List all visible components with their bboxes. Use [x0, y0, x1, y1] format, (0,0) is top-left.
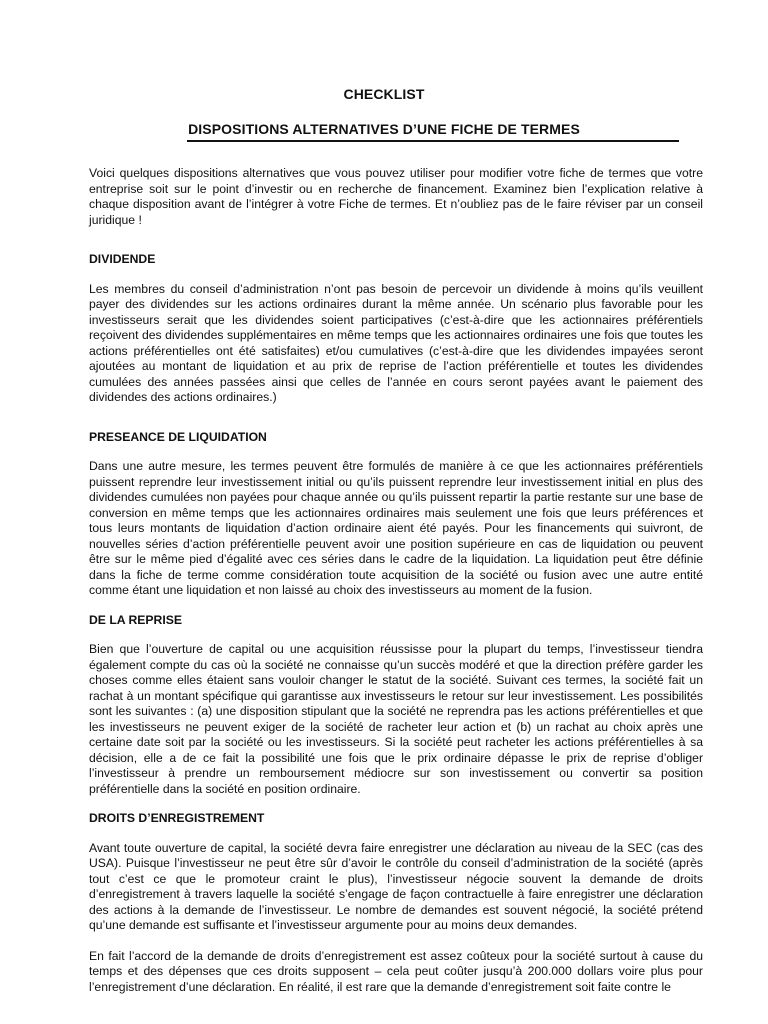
intro-paragraph: Voici quelques dispositions alternatives que vous pouvez utiliser pour modifier votre fiche de termes que votre entreprise soit sur le point d’investir ou en recherche de financement. Examinez bien l’explication relative à chaque disposition avant de l’intégrer à votre Fiche de termes. Et n’oubliez pas de le faire réviser par un conseil juridique ! — [89, 166, 703, 227]
document-body — [89, 166, 703, 995]
section-heading-preseance: PRESEANCE DE LIQUIDATION — [89, 429, 267, 444]
section-heading-dividende: DIVIDENDE — [89, 252, 156, 266]
section-paragraph-preseance: Dans une autre mesure, les termes peuvent être formulés de manière à ce que les actionnaires préférentiels puissent reprendre leur investissement initial ou qu’ils puissent reprendre leur investissement initial en plus des dividendes cumulées non payées pour chaque année ou qu’ils puissent repartir la partie restante sur une base de conversion en même temps que les actionnaires ordinaires mais seulement une fois que leurs préférences et tous leurs montants de liquidation d’action ordinaire aient été payés. Pour les financements qui suivront, de nouvelles séries d’action préférentielle peuvent avoir une position supérieure en cas de liquidation ou peuvent être sur le même pied d’égalité avec ces séries dans le cadre de la liquidation. La liquidation peut être définie dans la fiche de terme comme considération toute acquisition de la société ou fusion avec une autre entité comme étant une liquidation et non laissé au choix des investisseurs au moment de la fusion. — [89, 459, 703, 597]
section-heading-reprise: DE LA REPRISE — [89, 612, 183, 627]
section-paragraph-droits-1: Avant toute ouverture de capital, la société devra faire enregistrer une déclaration au niveau de la SEC (cas des USA). Puisque l’investisseur ne peut être sûr d’avoir le contrôle du conseil d’administration de la société (après tout c’est ce que le promoteur craint le plus), l’investisseur négocie souvent la demande de droits d’enregistrement à travers laquelle la société s’engage de façon contractuelle à faire enregistrer une déclaration des actions à la demande de l’investisseur. Le nombre de demandes est souvent négocié, la société prétend qu’une demande est suffisante et l’investisseur argumente pour au moins deux demandes. — [89, 840, 703, 932]
document-subtitle: DISPOSITIONS ALTERNATIVES D’UNE FICHE DE TERMES — [188, 121, 580, 137]
section-paragraph-reprise: Bien que l’ouverture de capital ou une acquisition réussisse pour la plupart du temps, l’investisseur tiendra également compte du cas où la société ne connaisse qu’un succès modéré et que la direction préfère garder les choses comme elles étaient sans vouloir changer le statut de la société. Suivant ces termes, la société fait un rachat à un montant spécifique qui garantisse aux investisseurs le retour sur leur investissement. Les possibilités sont les suivantes : (a) une disposition stipulant que la société ne reprendra pas les actions préférentielles et que les investisseurs ne peuvent exiger de la société de racheter leur action et (b) un rachat au choix après une certaine date soit par la société ou les investisseurs. Si la société peut racheter les actions préférentielles à sa décision, elle a de ce fait la possibilité une fois que le prix ordinaire dépasse le prix de reprise d’obliger l’investisseur à prendre un remboursement médiocre sur son investissement ou convertir sa position préférentielle dans la société en position ordinaire. — [89, 642, 703, 796]
section-paragraph-dividende: Les membres du conseil d’administration n’ont pas besoin de percevoir un dividende à moins qu’ils veuillent payer des dividendes sur les actions ordinaires durant la même année. Un scénario plus favorable pour les investisseurs serait que les dividendes soient participatives (c’est-à-dire que les actionnaires préférentiels reçoivent des dividendes supplémentaires en même temps que les actionnaires ordinaires une fois que toutes les actions préférentielles ont été satisfaites) et/ou cumulatives (c’est-à-dire que les dividendes impayées seront ajoutées au montant de liquidation et au prix de reprise de l’action préférentielle et toutes les dividendes cumulées des années passées ainsi que celles de l’année en cours seront payées avant le paiement des dividendes des actions ordinaires.) — [89, 281, 703, 404]
title-underline — [187, 140, 679, 142]
section-paragraph-droits-2: En fait l’accord de la demande de droits d’enregistrement est assez coûteux pour la société surtout à cause du temps et des dépenses que ces droits supposent – cela peut coûter jusqu’à 200.000 dollars voire plus pour l’enregistrement d’une déclaration. En réalité, il est rare que la demande d’enregistrement soit faite contre le — [89, 948, 703, 994]
section-heading-droits: DROITS D’ENREGISTREMENT — [89, 811, 265, 825]
document-title: CHECKLIST — [343, 86, 425, 102]
